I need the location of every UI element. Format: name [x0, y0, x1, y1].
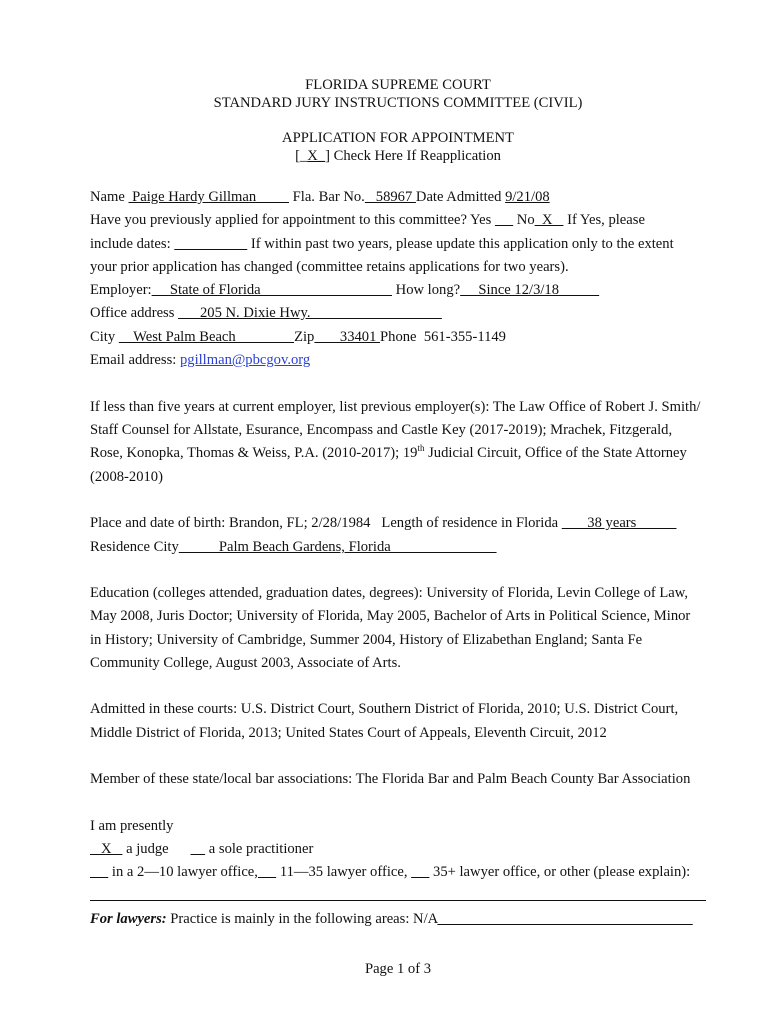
previous-dates-field	[174, 236, 247, 252]
residence-city-field: Palm Beach Gardens, Florida	[178, 539, 497, 555]
office-address-field: 205 N. Dixie Hwy.	[178, 305, 442, 321]
previous-employers-line-3: Rose, Konopka, Thomas & Weiss, P.A. (2010-2017); 19th Judicial Circuit, Office of the State Attorney	[90, 443, 687, 461]
court-title: FLORIDA SUPREME COURT	[305, 77, 491, 93]
city-field: West Palm Beach	[118, 329, 295, 345]
for-lawyers-label: For lawyers:	[90, 911, 167, 927]
date-admitted-field: 9/21/08	[505, 189, 550, 205]
previous-yes-field	[495, 212, 513, 228]
previous-note-row: your prior application has changed (committee retains applications for two years).	[90, 259, 569, 275]
office-35-plus-mark	[411, 864, 429, 880]
previous-no-field: X	[534, 212, 564, 228]
how-long-field: Since 12/3/18	[460, 282, 600, 298]
education-line-3: in History; University of Cambridge, Summer 2004, History of Elizabethan England; Santa Fe	[90, 632, 643, 648]
education-line-4: Community College, August 2003, Associate of Arts.	[90, 655, 401, 671]
page-number: Page 1 of 3	[364, 961, 432, 977]
previous-employers-line-4: (2008-2010)	[90, 469, 163, 485]
form-title: APPLICATION FOR APPOINTMENT	[282, 130, 514, 146]
previous-employers-line-1: If less than five years at current employer, list previous employer(s): The Law Office of Robert J. Smith/	[90, 399, 701, 415]
email-row: Email address: pgillman@pbcgov.org	[90, 352, 311, 368]
bar-number-field: 58967	[364, 189, 416, 205]
employer-row: Employer: State of Florida How long? Since 12/3/18	[90, 282, 600, 298]
practice-row: For lawyers: Practice is mainly in the following areas: N/A	[90, 910, 693, 928]
office-2-10-mark	[90, 864, 108, 880]
reapplication-checkbox-line: [_X_] Check Here If Reapplication	[295, 148, 501, 164]
residence-length-field: 38 years	[561, 515, 677, 531]
name-field: Paige Hardy Gillman	[128, 189, 290, 205]
birth-row: Place and date of birth: Brandon, FL; 2/28/1984 Length of residence in Florida 38 years	[90, 515, 677, 531]
judge-row: X a judge a sole practitioner	[90, 841, 314, 857]
committee-title: STANDARD JURY INSTRUCTIONS COMMITTEE (CIVIL)	[213, 95, 583, 111]
sole-practitioner-mark	[191, 841, 206, 857]
reapplication-mark: X_	[307, 148, 326, 164]
phone-field: 561-355-1149	[423, 329, 506, 345]
education-line-2: May 2008, Juris Doctor; University of Florida, May 2005, Bachelor of Arts in Political Science, Minor	[90, 608, 691, 624]
name-row: Name Paige Hardy Gillman Fla. Bar No. 58967 Date Admitted 9/21/08	[90, 189, 550, 205]
bar-associations-line: Member of these state/local bar associations: The Florida Bar and Palm Beach County Bar Association	[90, 771, 691, 787]
office-size-row: in a 2—10 lawyer office, 11—35 lawyer office, 35+ lawyer office, or other (please explain):	[90, 863, 690, 881]
previous-application-row: Have you previously applied for appointment to this committee? Yes No X If Yes, please	[90, 212, 645, 228]
employer-field: State of Florida	[151, 282, 392, 298]
email-link[interactable]: pgillman@pbcgov.org	[179, 352, 311, 368]
zip-field: 33401	[314, 329, 381, 345]
previous-employers-line-2: Staff Counsel for Allstate, Esurance, Encompass and Castle Key (2017-2019); Mrachek, Fitzgerald,	[90, 422, 673, 438]
city-row: City West Palm Beach Zip 33401 Phone 561-355-1149	[90, 329, 506, 345]
courts-line-2: Middle District of Florida, 2013; United States Court of Appeals, Eleventh Circuit, 2012	[90, 725, 607, 741]
practice-field	[437, 911, 692, 927]
courts-line-1: Admitted in these courts: U.S. District Court, Southern District of Florida, 2010; U.S. District Court,	[90, 701, 679, 717]
office-address-row: Office address 205 N. Dixie Hwy.	[90, 305, 442, 321]
office-11-35-mark	[258, 864, 276, 880]
judge-mark: X	[90, 841, 123, 857]
presently-heading: I am presently	[90, 818, 174, 834]
education-line-1: Education (colleges attended, graduation dates, degrees): University of Florida, Levin College of Law,	[90, 585, 689, 601]
previous-dates-row: include dates: If within past two years, please update this application only to the extent	[90, 236, 674, 252]
residence-city-row: Residence City Palm Beach Gardens, Florida	[90, 539, 497, 555]
explain-blank-line	[90, 900, 706, 901]
